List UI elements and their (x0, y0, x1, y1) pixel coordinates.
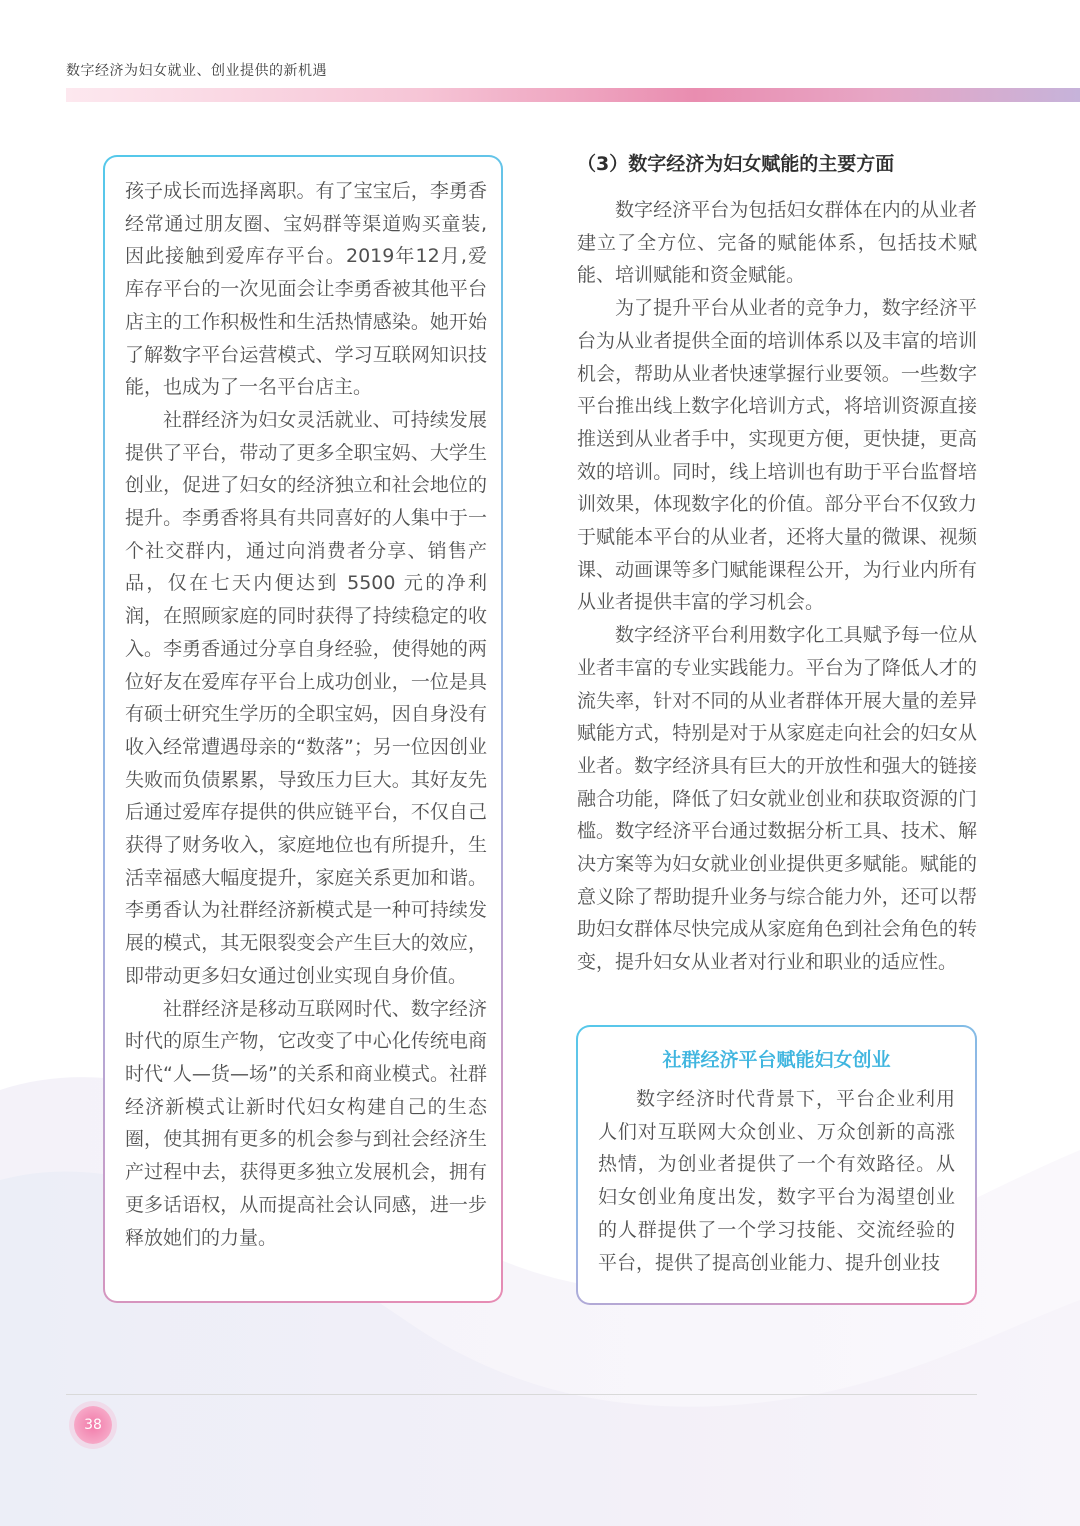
page-number-badge: 38 (74, 1406, 112, 1444)
case-box-text (598, 1083, 955, 1279)
footer-divider (66, 1394, 977, 1395)
right-paragraph-1: 数字经济平台为包括妇女群体在内的从业者建立了全方位、完备的赋能体系，包括技术赋能、培训赋能和资金赋能。 (577, 199, 977, 287)
left-paragraph-1: 孩子成长而选择离职。有了宝宝后，李勇香经常通过朋友圈、宝妈群等渠道购买童装,因此接触到爱库存平台。2019年12月,爱库存平台的一次见面会让李勇香被其他平台店主的工作积极性和生活热情感染。她开始了解数字平台运营模式、学习互联网知识技能，也成为了一名平台店主。 (125, 180, 487, 399)
right-column (577, 148, 977, 979)
right-case-box (576, 1025, 977, 1305)
left-paragraph-3: 社群经济是移动互联网时代、数字经济时代的原生产物，它改变了中心化传统电商时代“人—货—场”的关系和商业模式。社群经济新模式让新时代妇女构建自己的生态圈，使其拥有更多的机会参与到社会经济生产过程中去，获得更多独立发展机会，拥有更多话语权，从而提高社会认同感，进一步释放她们的力量。 (125, 997, 487, 1249)
left-case-box (103, 155, 503, 1303)
right-paragraph-3: 数字经济平台利用数字化工具赋予每一位从业者丰富的专业实践能力。平台为了降低人才的流失率，针对不同的从业者群体开展大量的差异赋能方式，特别是对于从家庭走向社会的妇女从业者。数字经济具有巨大的开放性和强大的链接融合功能，降低了妇女就业创业和获取资源的门槛。数字经济平台通过数据分析工具、技术、解决方案等为妇女就业创业提供更多赋能。赋能的意义除了帮助提升业务与综合能力外，还可以帮助妇女群体尽快完成从家庭角色到社会角色的转变，提升妇女从业者对行业和职业的适应性。 (577, 624, 977, 974)
header-gradient-bar (66, 88, 1080, 102)
case-box-paragraph: 数字经济时代背景下，平台企业利用人们对互联网大众创业、万众创新的高涨热情，为创业者提供了一个有效路径。从妇女创业角度出发，数字平台为渴望创业的人群提供了一个学习技能、交流经验的平台，提供了提高创业能力、提升创业技 (598, 1088, 955, 1274)
section-heading: （3）数字经济为妇女赋能的主要方面 (577, 153, 895, 175)
running-header-title: 数字经济为妇女就业、创业提供的新机遇 (66, 63, 327, 79)
left-box-text (125, 175, 487, 1254)
case-box-title: 社群经济平台赋能妇女创业 (662, 1049, 891, 1071)
right-paragraph-2: 为了提升平台从业者的竞争力，数字经济平台为从业者提供全面的培训体系以及丰富的培训机会，帮助从业者快速掌握行业要领。一些数字平台推出线上数字化培训方式，将培训资源直接推送到从业者手中，实现更方便，更快捷，更高效的培训。同时，线上培训也有助于平台监督培训效果，体现数字化的价值。部分平台不仅致力于赋能本平台的从业者，还将大量的微课、视频课、动画课等多门赋能课程公开，为行业内所有从业者提供丰富的学习机会。 (577, 297, 977, 614)
left-paragraph-2: 社群经济为妇女灵活就业、可持续发展提供了平台，带动了更多全职宝妈、大学生创业，促进了妇女的经济独立和社会地位的提升。李勇香将具有共同喜好的人集中于一个社交群内，通过向消费者分享、销售产品，仅在七天内便达到 5500 元的净利润，在照顾家庭的同时获得了持续稳定的收入。李勇香通过分享自身经验，使得她的两位好友在爱库存平台上成功创业，一位是具有硕士研究生学历的全职宝妈，因自身没有收入经常遭遇母亲的“数落”；另一位因创业失败而负债累累，导致压力巨大。其好友先后通过爱库存提供的供应链平台，不仅自己获得了财务收入，家庭地位也有所提升，生活幸福感大幅度提升，家庭关系更加和谐。李勇香认为社群经济新模式是一种可持续发展的模式，其无限裂变会产生巨大的效应，即带动更多妇女通过创业实现自身价值。 (125, 408, 487, 987)
right-body-text (577, 194, 977, 979)
